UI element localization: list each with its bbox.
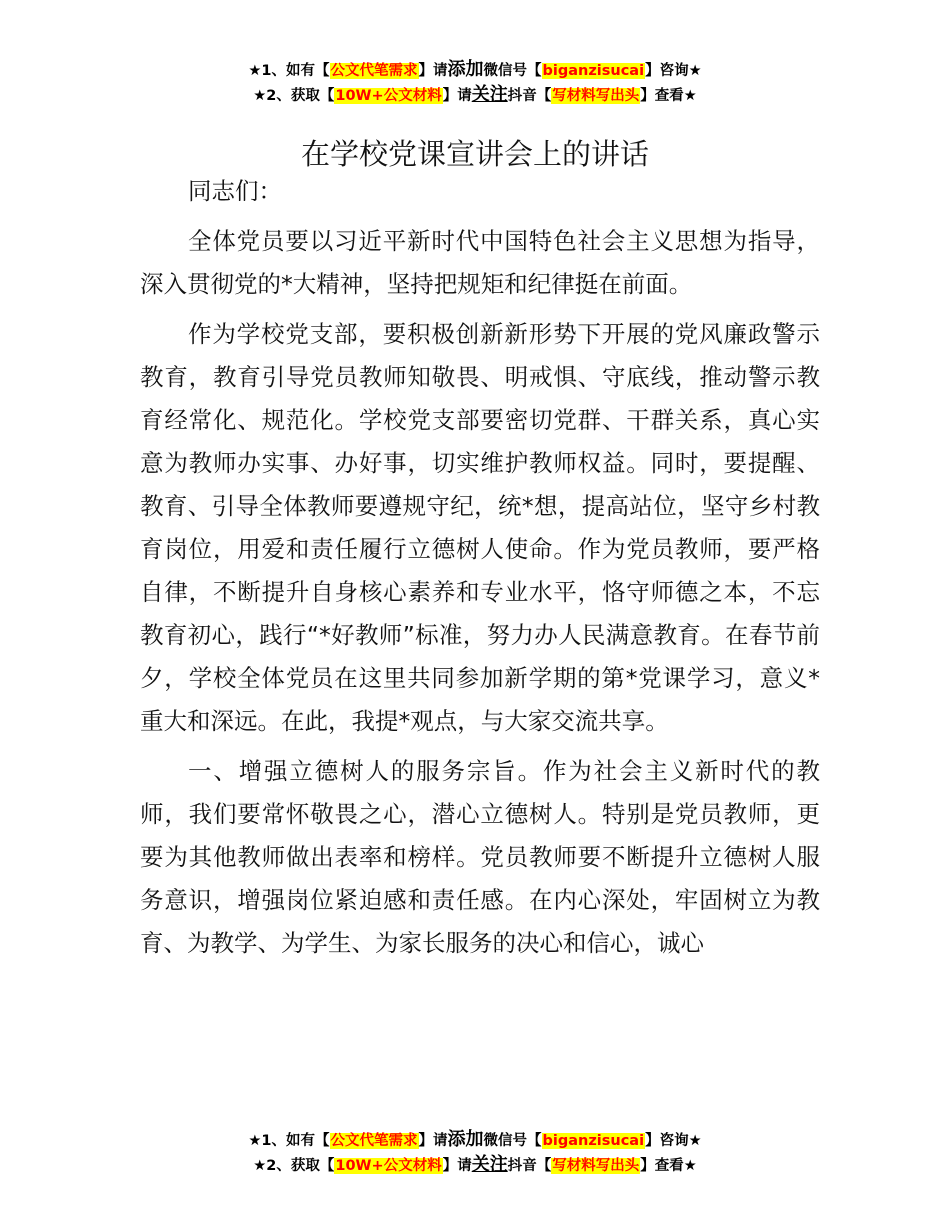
promo-text: 】请	[418, 1133, 448, 1149]
promo-text: 】咨询★	[645, 1133, 702, 1149]
promo-line-2	[0, 1153, 950, 1178]
promo-wechat-id: biganzisucai	[542, 63, 645, 79]
promo-highlight: 公文代笔需求	[330, 63, 418, 79]
promo-line-1	[0, 1128, 950, 1153]
promo-text: 微信号【	[483, 1133, 542, 1149]
paragraph: 全体党员要以习近平新时代中国特色社会主义思想为指导，深入贯彻党的*大精神，坚持把规矩和纪律挺在前面。	[140, 227, 820, 298]
promo-text: 】请	[418, 63, 448, 79]
promo-text: 抖音【	[507, 88, 552, 104]
paragraph: 一、增强立德树人的服务宗旨。作为社会主义新时代的教师，我们要常怀敬畏之心，潜心立德树人。特别是党员教师，更要为其他教师做出表率和榜样。党员教师要不断提升立德树人服务意识，增强岗位紧迫感和责任感。在内心深处，牢固树立为教育、为教学、为学生、为家长服务的决心和信心，诚心	[140, 757, 820, 957]
salutation: 同志们：	[188, 177, 282, 205]
promo-wechat-id: biganzisucai	[542, 1133, 645, 1149]
paragraph: 作为学校党支部，要积极创新新形势下开展的党风廉政警示教育，教育引导党员教师知敬畏、明戒惧、守底线，推动警示教育经常化、规范化。学校党支部要密切党群、干群关系，真心实意为教师办实事、办好事，切实维护教师权益。同时，要提醒、教育、引导全体教师要遵规守纪，统*想，提高站位，坚守乡村教育岗位，用爱和责任履行立德树人使命。作为党员教师，要严格自律，不断提升自身核心素养和专业水平，恪守师德之本，不忘教育初心，践行“*好教师”标准，努力办人民满意教育。在春节前夕，学校全体党员在这里共同参加新学期的第*党课学习，意义*重大和深远。在此，我提*观点，与大家交流共享。	[140, 320, 820, 735]
promo-emphasis: 添加	[447, 1129, 484, 1150]
promo-text: 】咨询★	[645, 63, 702, 79]
promo-text: ★2、获取【	[253, 1158, 335, 1174]
promo-line-1	[0, 58, 950, 83]
promo-text: ★1、如有【	[248, 1133, 330, 1149]
promo-text: 抖音【	[507, 1158, 552, 1174]
promo-text: ★1、如有【	[248, 63, 330, 79]
promo-text: 微信号【	[483, 63, 542, 79]
promo-highlight: 10W+公文材料	[335, 1158, 442, 1174]
promo-emphasis: 关注	[471, 1154, 508, 1175]
promo-highlight: 公文代笔需求	[330, 1133, 418, 1149]
promo-highlight: 10W+公文材料	[335, 88, 442, 104]
promo-text: 】查看★	[640, 88, 697, 104]
promo-line-2	[0, 83, 950, 108]
promo-text: 】查看★	[640, 1158, 697, 1174]
document-title: 在学校党课宣讲会上的讲话	[300, 137, 649, 172]
promo-douyin-id: 写材料写出头	[552, 88, 640, 104]
document-body	[140, 170, 820, 972]
bottom-promo-banner	[0, 1128, 950, 1178]
promo-text: 】请	[442, 1158, 472, 1174]
promo-emphasis: 添加	[447, 59, 484, 80]
promo-text: 】请	[442, 88, 472, 104]
top-promo-banner	[0, 58, 950, 108]
promo-text: ★2、获取【	[253, 88, 335, 104]
promo-emphasis: 关注	[471, 84, 508, 105]
promo-douyin-id: 写材料写出头	[552, 1158, 640, 1174]
